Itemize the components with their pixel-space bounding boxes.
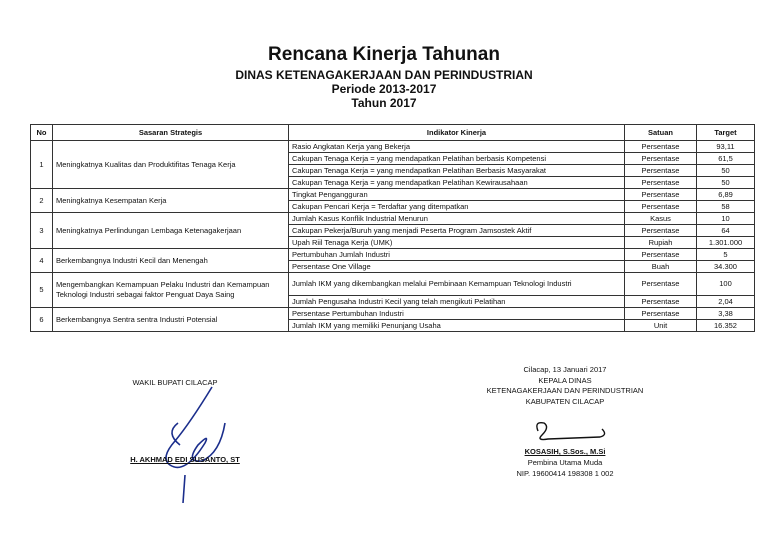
right-sign-name: KOSASIH, S.Sos., M.Si xyxy=(524,447,606,456)
table-row xyxy=(31,189,755,201)
cell-satuan: Persentase xyxy=(625,225,697,237)
cell-satuan: Persentase xyxy=(625,141,697,153)
cell-indikator: Jumlah Pengusaha Industri Kecil yang telah mengikuti Pelatihan xyxy=(289,296,625,308)
performance-table xyxy=(30,124,755,332)
col-header-target: Target xyxy=(697,125,755,141)
cell-satuan: Persentase xyxy=(625,177,697,189)
col-header-no: No xyxy=(31,125,53,141)
cell-target: 58 xyxy=(697,201,755,213)
cell-indikator: Cakupan Tenaga Kerja = yang mendapatkan Pelatihan Kewirausahaan xyxy=(289,177,625,189)
cell-target: 3,38 xyxy=(697,308,755,320)
cell-indikator: Pertumbuhan Jumlah Industri xyxy=(289,249,625,261)
col-header-sasaran: Sasaran Strategis xyxy=(53,125,289,141)
cell-sasaran: Meningkatnya Perlindungan Lembaga Ketenagakerjaan xyxy=(53,213,289,249)
cell-target: 50 xyxy=(697,165,755,177)
cell-no: 5 xyxy=(31,273,53,308)
col-header-satuan: Satuan xyxy=(625,125,697,141)
table-row xyxy=(31,141,755,153)
cell-sasaran: Meningkatnya Kesempatan Kerja xyxy=(53,189,289,213)
cell-satuan: Persentase xyxy=(625,308,697,320)
table-row xyxy=(31,273,755,296)
cell-no: 1 xyxy=(31,141,53,189)
cell-indikator: Cakupan Tenaga Kerja = yang mendapatkan Pelatihan berbasis Kompetensi xyxy=(289,153,625,165)
table-row xyxy=(31,213,755,225)
right-sign-line2: KETENAGAKERJAAN DAN PERINDUSTRIAN xyxy=(486,386,644,395)
cell-satuan: Persentase xyxy=(625,201,697,213)
cell-no: 3 xyxy=(31,213,53,249)
left-sign-name: H. AKHMAD EDI SUSANTO, ST xyxy=(130,455,240,464)
signature-scribble-right xyxy=(530,417,610,447)
cell-indikator: Rasio Angkatan Kerja yang Bekerja xyxy=(289,141,625,153)
cell-satuan: Buah xyxy=(625,261,697,273)
cell-satuan: Persentase xyxy=(625,189,697,201)
table-header-row xyxy=(31,125,755,141)
cell-target: 34.300 xyxy=(697,261,755,273)
cell-indikator: Persentase One Village xyxy=(289,261,625,273)
cell-sasaran: Meningkatnya Kualitas dan Produktifitas Tenaga Kerja xyxy=(53,141,289,189)
cell-target: 6,89 xyxy=(697,189,755,201)
right-signature-name-block xyxy=(470,446,660,479)
year: Tahun 2017 xyxy=(351,96,417,110)
place-date: Cilacap, 13 Januari 2017 xyxy=(523,365,607,374)
cell-sasaran: Mengembangkan Kemampuan Pelaku Industri dan Kemampuan Teknologi Industri sebagai faktor Penguat Daya Saing xyxy=(53,273,289,308)
cell-target: 10 xyxy=(697,213,755,225)
right-sign-line3: KABUPATEN CILACAP xyxy=(525,396,605,406)
cell-satuan: Unit xyxy=(625,320,697,332)
cell-sasaran: Berkembangnya Sentra sentra Industri Potensial xyxy=(53,308,289,332)
period: Periode 2013-2017 xyxy=(331,82,437,96)
cell-satuan: Rupiah xyxy=(625,237,697,249)
cell-indikator: Upah Riil Tenaga Kerja (UMK) xyxy=(289,237,625,249)
cell-satuan: Persentase xyxy=(625,296,697,308)
right-sign-line1: KEPALA DINAS xyxy=(538,375,592,385)
cell-indikator: Tingkat Pengangguran xyxy=(289,189,625,201)
cell-satuan: Persentase xyxy=(625,249,697,261)
cell-target: 93,11 xyxy=(697,141,755,153)
cell-sasaran: Berkembangnya Industri Kecil dan Menengah xyxy=(53,249,289,273)
col-header-indikator: Indikator Kinerja xyxy=(289,125,625,141)
cell-satuan: Persentase xyxy=(625,273,697,296)
cell-indikator: Persentase Pertumbuhan Industri xyxy=(289,308,625,320)
cell-indikator: Jumlah IKM yang memiliki Penunjang Usaha xyxy=(289,320,625,332)
cell-no: 6 xyxy=(31,308,53,332)
cell-target: 100 xyxy=(697,273,755,296)
cell-target: 2,04 xyxy=(697,296,755,308)
cell-no: 4 xyxy=(31,249,53,273)
cell-target: 61,5 xyxy=(697,153,755,165)
cell-indikator: Cakupan Pekerja/Buruh yang menjadi Peserta Program Jamsostek Aktif xyxy=(289,225,625,237)
right-signature-block xyxy=(470,365,660,407)
left-sign-role: WAKIL BUPATI CILACAP xyxy=(132,378,218,387)
cell-no: 2 xyxy=(31,189,53,213)
document-title: Rencana Kinerja Tahunan xyxy=(268,44,500,65)
table-row xyxy=(31,249,755,261)
signature-scribble-left xyxy=(150,383,250,508)
cell-satuan: Persentase xyxy=(625,153,697,165)
cell-target: 50 xyxy=(697,177,755,189)
cell-indikator: Cakupan Tenaga Kerja = yang mendapatkan Pelatihan Berbasis Masyarakat xyxy=(289,165,625,177)
right-sign-nip: NIP. 19600414 198308 1 002 xyxy=(516,469,614,478)
cell-satuan: Persentase xyxy=(625,165,697,177)
cell-indikator: Cakupan Pencari Kerja = Terdaftar yang ditempatkan xyxy=(289,201,625,213)
table-row xyxy=(31,308,755,320)
cell-target: 64 xyxy=(697,225,755,237)
cell-indikator: Jumlah Kasus Konflik Industrial Menurun xyxy=(289,213,625,225)
cell-target: 16.352 xyxy=(697,320,755,332)
cell-indikator: Jumlah IKM yang dikembangkan melalui Pembinaan Kemampuan Teknologi Industri xyxy=(289,273,625,296)
cell-target: 1.301.000 xyxy=(697,237,755,249)
cell-target: 5 xyxy=(697,249,755,261)
cell-satuan: Kasus xyxy=(625,213,697,225)
agency-name: DINAS KETENAGAKERJAAN DAN PERINDUSTRIAN xyxy=(235,68,533,82)
right-sign-rank: Pembina Utama Muda xyxy=(527,458,603,467)
